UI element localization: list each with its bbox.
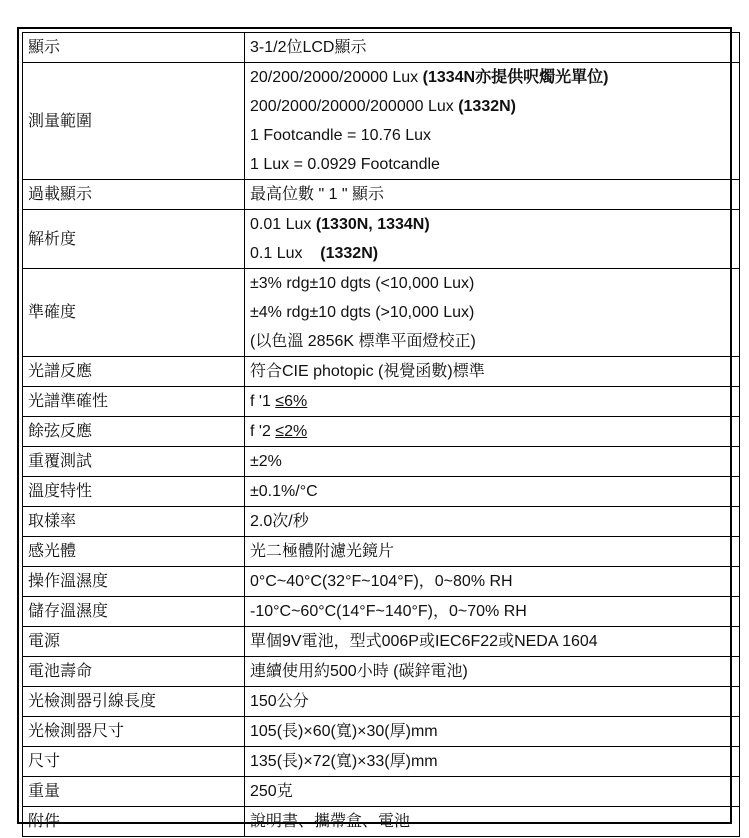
value-text: 0.01 Lux	[250, 216, 316, 233]
row-label: 重覆測試	[23, 447, 245, 477]
row-value	[245, 447, 740, 477]
row-value	[245, 657, 740, 687]
table-row	[23, 537, 740, 567]
value-line	[250, 387, 739, 416]
value-line	[250, 92, 739, 121]
row-value	[245, 537, 740, 567]
table-row	[23, 210, 740, 269]
value-text: 20/200/2000/20000 Lux	[250, 69, 423, 86]
value-line: 單個9V電池，型式006P或IEC6F22或NEDA 1604	[250, 633, 598, 650]
row-value	[245, 567, 740, 597]
row-value	[245, 357, 740, 387]
table-row	[23, 417, 740, 447]
value-line	[250, 417, 739, 446]
row-value	[245, 807, 740, 837]
table-row	[23, 387, 740, 417]
value-line: 符合CIE photopic (視覺函數)標準	[250, 363, 485, 380]
table-row	[23, 269, 740, 357]
row-value	[245, 507, 740, 537]
value-line: 說明書、攜帶盒、電池	[250, 813, 411, 830]
value-line: ±2%	[250, 453, 282, 470]
table-row	[23, 63, 740, 180]
row-label: 尺寸	[23, 747, 245, 777]
row-label: 儲存溫濕度	[23, 597, 245, 627]
table-row	[23, 687, 740, 717]
value-line	[250, 63, 739, 92]
row-label: 光譜反應	[23, 357, 245, 387]
row-value	[245, 717, 740, 747]
table-row	[23, 33, 740, 63]
row-label: 顯示	[23, 33, 245, 63]
row-label: 過載顯示	[23, 180, 245, 210]
value-line: 0°C~40°C(32°F~104°F)，0~80% RH	[250, 573, 513, 590]
row-value	[245, 747, 740, 777]
row-value	[245, 387, 740, 417]
value-line: 2.0次/秒	[250, 513, 309, 530]
model-note: (1334N亦提供呎燭光單位)	[422, 69, 609, 86]
table-row	[23, 597, 740, 627]
row-value	[245, 33, 740, 63]
value-line: 250克	[250, 783, 293, 800]
value-line: 3-1/2位LCD顯示	[250, 39, 367, 56]
row-label: 操作溫濕度	[23, 567, 245, 597]
value-line: 1 Footcandle = 10.76 Lux	[250, 127, 432, 144]
value-line	[250, 210, 739, 239]
row-label: 溫度特性	[23, 477, 245, 507]
model-note: (1330N, 1334N)	[315, 216, 430, 233]
spec-sheet	[17, 27, 732, 830]
value-line: (以色溫 2856K 標準平面燈校正)	[250, 333, 476, 350]
row-label: 電源	[23, 627, 245, 657]
spec-table	[22, 32, 740, 837]
value-line: ±0.1%/°C	[250, 483, 318, 500]
value-line: 150公分	[250, 693, 309, 710]
table-row	[23, 477, 740, 507]
value-text: 0.1 Lux	[250, 245, 321, 262]
table-row	[23, 717, 740, 747]
value-limit: ≤2%	[275, 423, 308, 440]
value-line: 最高位數 " 1 " 顯示	[250, 186, 385, 203]
row-label: 感光體	[23, 537, 245, 567]
table-row	[23, 777, 740, 807]
row-label: 重量	[23, 777, 245, 807]
value-line: 1 Lux = 0.0929 Footcandle	[250, 156, 440, 173]
row-label: 附件	[23, 807, 245, 837]
row-label: 取樣率	[23, 507, 245, 537]
row-value	[245, 777, 740, 807]
value-line: 光二極體附濾光鏡片	[250, 543, 395, 560]
row-label: 光檢測器尺寸	[23, 717, 245, 747]
table-row	[23, 447, 740, 477]
row-label: 光檢測器引線長度	[23, 687, 245, 717]
value-line: 連續使用約500小時 (碳鋅電池)	[250, 663, 468, 680]
table-row	[23, 807, 740, 837]
value-line: 135(長)×72(寬)×33(厚)mm	[250, 753, 438, 770]
value-line	[250, 239, 739, 268]
value-line: ±4% rdg±10 dgts (>10,000 Lux)	[250, 304, 475, 321]
row-label: 準確度	[23, 269, 245, 357]
value-text: f '2	[250, 423, 276, 440]
table-row	[23, 747, 740, 777]
table-row	[23, 357, 740, 387]
model-note: (1332N)	[320, 245, 379, 262]
table-row	[23, 627, 740, 657]
value-line: -10°C~60°C(14°F~140°F)，0~70% RH	[250, 603, 527, 620]
value-line: 105(長)×60(寬)×30(厚)mm	[250, 723, 438, 740]
row-value	[245, 180, 740, 210]
spec-table-body	[23, 33, 740, 837]
row-label: 光譜準確性	[23, 387, 245, 417]
value-line: ±3% rdg±10 dgts (<10,000 Lux)	[250, 275, 475, 292]
value-text: 200/2000/20000/200000 Lux	[250, 98, 459, 115]
value-text: f '1	[250, 393, 276, 410]
row-label: 解析度	[23, 210, 245, 269]
row-value	[245, 477, 740, 507]
model-note: (1332N)	[458, 98, 517, 115]
value-limit: ≤6%	[275, 393, 308, 410]
row-label: 餘弦反應	[23, 417, 245, 447]
row-label: 電池壽命	[23, 657, 245, 687]
table-row	[23, 657, 740, 687]
table-row	[23, 507, 740, 537]
row-value	[245, 210, 740, 269]
row-value	[245, 417, 740, 447]
row-value	[245, 269, 740, 357]
table-row	[23, 180, 740, 210]
row-value	[245, 627, 740, 657]
row-label: 測量範圍	[23, 63, 245, 180]
table-row	[23, 567, 740, 597]
row-value	[245, 63, 740, 180]
row-value	[245, 687, 740, 717]
row-value	[245, 597, 740, 627]
